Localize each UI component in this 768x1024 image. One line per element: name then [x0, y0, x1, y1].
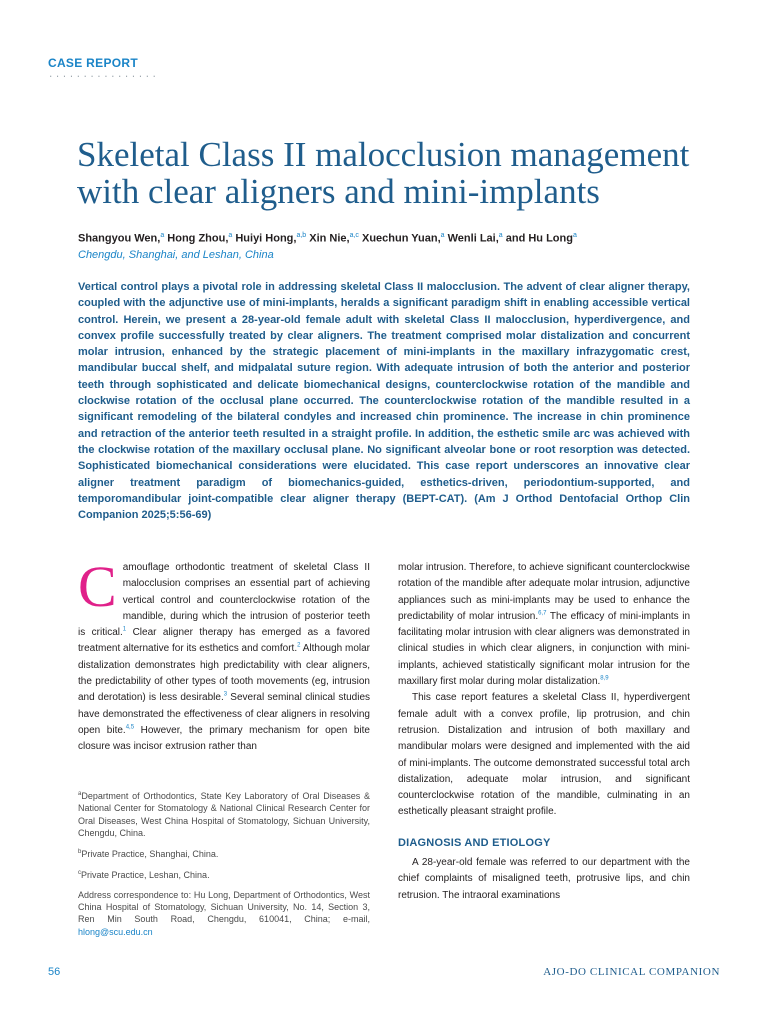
citation-ref[interactable]: 3	[223, 692, 228, 699]
author-affiliation-mark: a	[228, 232, 233, 239]
body-text: However, the primary mechanism for open bite closure was incisor extrusion rather than	[78, 724, 370, 753]
author-name: Wenli Lai,	[447, 232, 499, 245]
author-list	[78, 232, 698, 245]
citation-ref[interactable]: 4,5	[125, 724, 135, 731]
journal-name: AJO-DO CLINICAL COMPANION	[543, 966, 720, 978]
author-affiliation-mark: a	[440, 232, 445, 239]
body-paragraph: This case report features a skeletal Class II, hyperdivergent female adult with a convex profile, lip protrusion, and chin retrusion. Distalization and intrusion of both maxillary and mandibular molars were designed and implemented with the aid of mini-implants. The outcome demonstrated successful total arch distalization, adequate molar intrusion, and significant counterclockwise rotation of the mandible, culminating in an esthetically pleasant straight profile.	[398, 692, 690, 818]
body-text: Clear aligner therapy has emerged as a favored treatment alternative for its esthetics and comfort.	[78, 627, 370, 655]
body-text: Several seminal clinical studies have demonstrated the effectiveness of clear aligners in resolving open bite.	[78, 692, 370, 736]
body-paragraph: A 28-year-old female was referred to our department with the chief complaints of misaligned teeth, protrusive lips, and chin retrusion. The intraoral examinations	[398, 857, 690, 901]
body-text: Although molar distalization demonstrates high predictability with clear aligners, the predictability of other types of tooth movements (eg, intrusion and derotation) is less desirable.	[78, 643, 370, 704]
divider-dots: ················	[48, 72, 159, 82]
author-name: Xuechun Yuan,	[362, 232, 441, 245]
body-paragraph	[398, 560, 690, 690]
author-name: Huiyi Hong,	[235, 232, 297, 245]
footnote-mark: a	[78, 791, 82, 797]
body-column-right	[398, 560, 690, 904]
body-text: The efficacy of mini-implants in facilitating molar intrusion with clear aligners was demonstrated in clinical studies in which clear aligners, in conjunction with mini-implants, achieved statistically significant molar intrusion for the maxillary first molar during molar distalization.	[398, 610, 690, 688]
author-affiliation-mark: a	[498, 232, 503, 239]
section-heading: DIAGNOSIS AND ETIOLOGY	[398, 836, 551, 849]
author-name: Hong Zhou,	[167, 232, 229, 245]
body-text: molar intrusion. Therefore, to achieve significant counterclockwise rotation of the mandible after adequate molar intrusion, adjunctive appliances such as mini-implants may be used to enhance the predictability of molar intrusion.	[398, 562, 690, 622]
citation-ref[interactable]: 1	[122, 626, 127, 633]
correspondence-footnote	[78, 889, 370, 938]
author-locations: Chengdu, Shanghai, and Leshan, China	[78, 249, 274, 261]
footnotes	[78, 788, 370, 945]
citation-ref[interactable]: 8,9	[600, 675, 609, 682]
article-title: Skeletal Class II malocclusion management with clear aligners and mini-implants	[77, 135, 690, 211]
affiliation-footnote	[78, 788, 370, 839]
body-paragraph	[78, 554, 370, 756]
footnote-mark: c	[78, 870, 81, 877]
author-name: and Hu Long	[505, 232, 573, 245]
citation-ref[interactable]: 6,7	[538, 610, 547, 617]
footnote-mark: b	[78, 849, 82, 856]
email-link[interactable]: hlong@scu.edu.cn	[78, 926, 153, 937]
footnote-text: Private Practice, Leshan, China.	[81, 870, 210, 881]
affiliation-footnote	[78, 846, 370, 860]
body-text: amouflage orthodontic treatment of skeletal Class II malocclusion comprises an essential part of achieving vertical control and counterclockwise rotation of the mandible, during which the intrusion of posterior teeth is critical.	[78, 562, 370, 639]
affiliation-footnote	[78, 867, 370, 881]
page-number: 56	[48, 966, 61, 978]
footnote-text: Address correspondence to: Hu Long, Department of Orthodontics, West China Hospital of Stomatology, Sichuan University, No. 14, Section 3, Ren Min South Road, Chengdu, 610041, China; e-mail,	[78, 889, 370, 925]
abstract: Vertical control plays a pivotal role in addressing skeletal Class II malocclusion. The advent of clear aligner therapy, coupled with the adjunctive use of mini-implants, heralds a significant paradigm shift in enabling accessible vertical control. Herein, we present a 28-year-old female adult with skeletal Class II malocclusion, hyperdivergence, and convex profile successfully treated by clear aligners. The treatment comprised molar distalization and concurrent molar intrusion, enhanced by the strategic placement of mini-implants in the maxillary infrazygomatic crest, mandibular buccal shelf, and midpalatal suture region. With adequate intrusion of both the anterior and posterior teeth through sophisticated and delicate biomechanical designs, counterclockwise rotation of the mandible and clockwise rotation of the occlusal plane occurred. The counterclockwise rotation of the mandible resulted in a significant remodeling of the bilateral condyles and increased chin prominence. The increase in chin prominence and retraction of the anterior teeth resulted in a straight profile. In addition, the esthetic smile arc was achieved with the clockwise rotation of the maxillary occlusal plane. No significant alveolar bone or root resorption was detected. Sophisticated biomechanical considerations were elucidated. This case report underscores an innovative clear aligner treatment paradigm of biomechanics-guided, esthetics-driven, periodontium-supported, and temporomandibular joint-compatible clear aligner therapy (BEPT-CAT). (Am J Orthod Dentofacial Orthop Clin Companion 2025;5:56-69)	[78, 281, 690, 522]
author-affiliation-mark: a	[572, 232, 577, 239]
author-name: Xin Nie,	[309, 232, 350, 245]
author-affiliation-mark: a,c	[349, 232, 359, 239]
footnote-text: Private Practice, Shanghai, China.	[81, 849, 219, 860]
author-name: Shangyou Wen,	[78, 232, 161, 245]
drop-cap: C	[78, 554, 117, 619]
footnote-text: Department of Orthodontics, State Key Laboratory of Oral Diseases & National Center for Stomatology & National Clinical Research Center for Oral Diseases, West China Hospital of Stomatology, Sichuan University, Chengdu, China.	[78, 791, 370, 838]
author-affiliation-mark: a,b	[296, 232, 307, 239]
citation-ref[interactable]: 2	[297, 643, 301, 650]
author-affiliation-mark: a	[160, 232, 165, 239]
section-label: CASE REPORT	[48, 56, 138, 70]
body-column-left	[78, 554, 370, 756]
